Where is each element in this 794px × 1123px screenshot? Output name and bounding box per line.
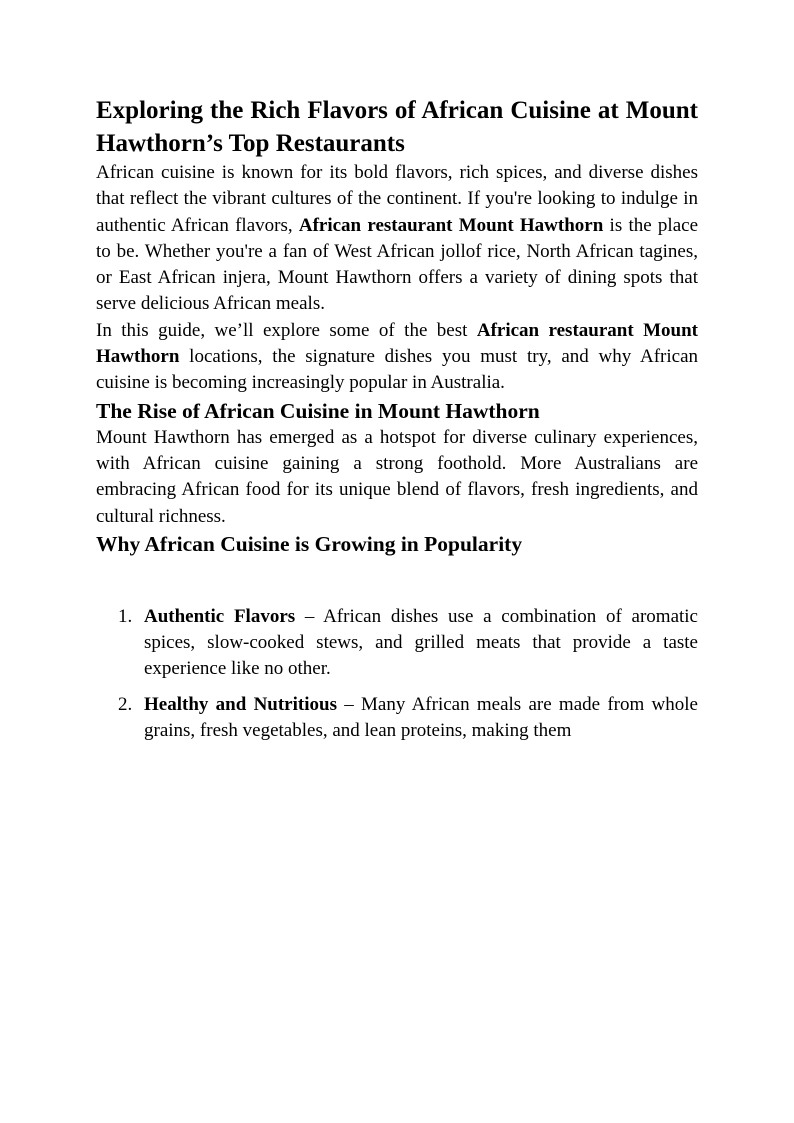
- list-item: [96, 604, 698, 683]
- why-heading: Why African Cuisine is Growing in Popularity: [96, 531, 523, 556]
- reasons-list: [96, 604, 698, 744]
- intro-paragraph: [96, 160, 698, 318]
- list-item-label: Authentic Flavors: [144, 605, 296, 627]
- guide-text-start: In this guide, we’ll explore some of the best: [96, 319, 477, 341]
- guide-highlight: African restaurant Mount Hawthorn: [96, 319, 698, 368]
- page-title: Exploring the Rich Flavors of African Cuisine at Mount Hawthorn’s Top Restaurants: [96, 97, 698, 157]
- list-item-label: Healthy and Nutritious: [144, 693, 337, 715]
- list-item-text: – African dishes use a combination of aromatic spices, slow-cooked stews, and grilled meats that provide a taste experience like no other.: [144, 605, 698, 680]
- list-item-number: 1.: [118, 605, 133, 627]
- intro-highlight: African restaurant Mount Hawthorn: [298, 214, 604, 236]
- guide-paragraph: [96, 318, 698, 397]
- intro-text-start: African cuisine is known for its bold flavors, rich spices, and diverse dishes that reflect the vibrant cultures of the continent. If you're looking to indulge in authentic African flavors,: [96, 162, 698, 236]
- list-item-number: 2.: [118, 693, 133, 715]
- document-page: [96, 94, 698, 753]
- list-item-text: – Many African meals are made from whole grains, fresh vegetables, and lean proteins, making them: [144, 693, 698, 742]
- intro-text-end: is the place to be. Whether you're a fan of West African jollof rice, North African tagines, or East African injera, Mount Hawthorn offers a variety of dining spots that serve delicious African meals.: [96, 214, 698, 315]
- rise-paragraph: Mount Hawthorn has emerged as a hotspot for diverse culinary experiences, with African cuisine gaining a strong foothold. More Australians are embracing African food for its unique blend of flavors, fresh ingredients, and cultural richness.: [96, 426, 698, 527]
- guide-text-end: locations, the signature dishes you must try, and why African cuisine is becoming increasingly popular in Australia.: [96, 346, 698, 394]
- rise-heading: The Rise of African Cuisine in Mount Hawthorn: [96, 398, 540, 423]
- list-item: [96, 692, 698, 745]
